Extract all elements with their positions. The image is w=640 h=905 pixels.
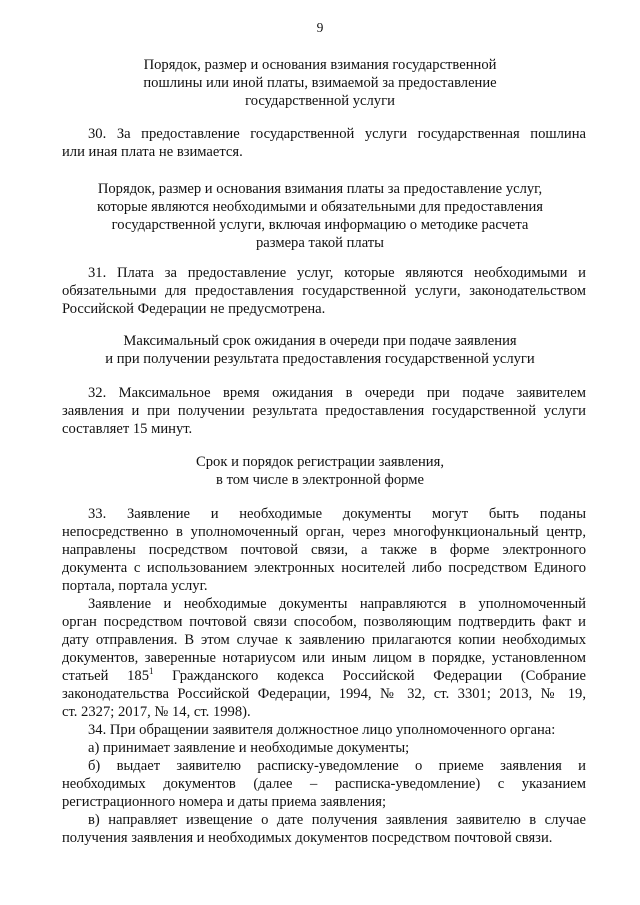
paragraph-line: законодательства Российской Федерации, 1994, № 32, ст. 3301; 2013, № 19, [62, 686, 586, 702]
paragraph-30 [62, 125, 586, 161]
paragraph-34 [62, 721, 586, 739]
paragraph-line: ст. 2327; 2017, № 14, ст. 1998). [62, 704, 251, 720]
page-number: 9 [316, 20, 324, 35]
paragraph-line: Заявление и необходимые документы направляются в уполномоченный [88, 596, 586, 612]
paragraph-line: 34. При обращении заявителя должностное лицо уполномоченного органа: [88, 722, 556, 738]
heading-line: государственной услуги, включая информацию о методике расчета [111, 217, 529, 233]
paragraph-line: 31. Плата за предоставление услуг, которые являются необходимыми и [88, 265, 586, 281]
heading-line: которые являются необходимыми и обязательными для предоставления [96, 199, 544, 215]
paragraph-line: или иная плата не взимается. [62, 144, 243, 160]
paragraph-34-a [62, 739, 586, 757]
article-superscript: 1 [149, 666, 154, 677]
heading-line: Порядок, размер и основания взимания платы за предоставление услуг, [97, 181, 543, 197]
paragraph-line: портала, портала услуг. [62, 578, 208, 594]
heading-queue-time [70, 332, 570, 368]
paragraph-line: 32. Максимальное время ожидания в очереди при подаче заявителем [88, 385, 586, 401]
paragraph-33-mail [62, 595, 586, 721]
paragraph-line: дату отправления. В этом случае к заявлению прилагаются копии необходимых [62, 632, 586, 648]
paragraph-line: документа с использованием электронных носителей либо посредством Единого [62, 560, 586, 576]
heading-line: Порядок, размер и основания взимания государственной [143, 57, 497, 73]
paragraph-line: составляет 15 минут. [62, 421, 193, 437]
paragraph-line: документов, заверенные нотариусом или иным лицом в порядке, установленном [62, 650, 586, 666]
paragraph-line-article [62, 667, 586, 685]
paragraph-line: 30. За предоставление государственной услуги государственная пошлина [88, 126, 586, 142]
paragraph-31 [62, 264, 586, 318]
paragraph-line: регистрационного номера и даты приема заявления; [62, 794, 387, 810]
paragraph-line: непосредственно в уполномоченный орган, через многофункциональный центр, [62, 524, 586, 540]
paragraph-32 [62, 384, 586, 438]
heading-line: в том числе в электронной форме [216, 472, 424, 488]
heading-line: Максимальный срок ожидания в очереди при подаче заявления [123, 333, 517, 349]
paragraph-line: заявления и при получении результата предоставления государственной услуги [62, 403, 586, 419]
paragraph-line: в) направляет извещение о дате получения заявления заявителю в случае [88, 812, 586, 828]
paragraph-34-v [62, 811, 586, 847]
paragraph-line: а) принимает заявление и необходимые документы; [88, 740, 410, 756]
heading-paid-services [70, 180, 570, 252]
paragraph-line: получения заявления и необходимых документов посредством почтовой связи. [62, 830, 553, 846]
heading-line: пошлины или иной платы, взимаемой за предоставление [143, 75, 497, 91]
paragraph-line: Российской Федерации не предусмотрена. [62, 301, 326, 317]
paragraph-line: направлены посредством почтовой связи, а также в форме электронного [62, 542, 586, 558]
article-prefix: статьей 185 [62, 668, 150, 684]
paragraph-line: орган посредством почтовой связи способом, позволяющим подтвердить факт и [62, 614, 586, 630]
heading-state-fee [70, 56, 570, 110]
paragraph-line: необходимых документов (далее – расписка-уведомление) с указанием [62, 776, 586, 792]
paragraph-34-b [62, 757, 586, 811]
paragraph-line: обязательными для предоставления государственной услуги, законодательством [62, 283, 586, 299]
heading-line: и при получении результата предоставления государственной услуги [105, 351, 535, 367]
heading-registration [70, 453, 570, 489]
heading-line: Срок и порядок регистрации заявления, [196, 454, 444, 470]
heading-line: размера такой платы [256, 235, 384, 251]
paragraph-line: 33. Заявление и необходимые документы могут быть поданы [88, 506, 586, 522]
paragraph-33 [62, 505, 586, 595]
paragraph-line: б) выдает заявителю расписку-уведомление о приеме заявления и [88, 758, 586, 774]
heading-line: государственной услуги [245, 93, 395, 109]
article-rest: Гражданского кодекса Российской Федерации (Собрание [153, 668, 586, 684]
